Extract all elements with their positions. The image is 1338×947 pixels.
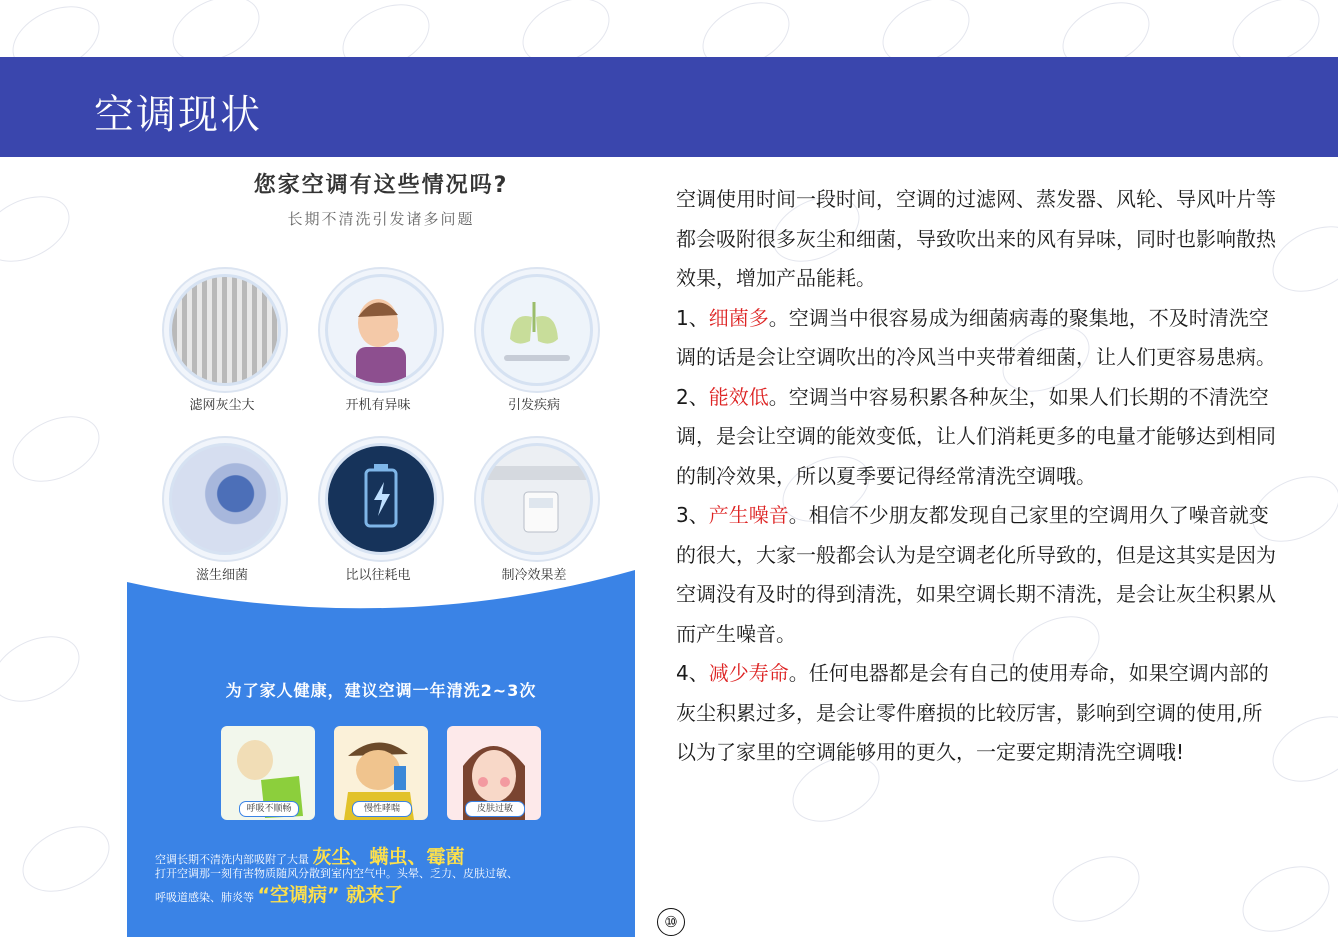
symptom-label-2: 慢性哮喘 bbox=[352, 801, 412, 817]
bad-smell-circle bbox=[325, 274, 437, 386]
person-illustration bbox=[328, 277, 434, 383]
problem-label-6: 制冷效果差 bbox=[501, 568, 567, 583]
panel-heading: 为了家人健康，建议空调一年清洗2~3次 bbox=[225, 681, 537, 700]
panel-line-3-prefix: 呼吸道感染、肺炎等 bbox=[155, 891, 254, 904]
point-text: 。空调当中很容易成为细菌病毒的聚集地，不及时清洗空调的话是会让空调吹出的冷风当中夹带着细菌，让人们更容易患病。 bbox=[676, 305, 1276, 369]
symptom-card-1 bbox=[221, 726, 315, 820]
problem-label-2: 开机有异味 bbox=[345, 398, 411, 413]
remote-control-illustration bbox=[484, 446, 590, 552]
filter-dust-circle bbox=[169, 274, 281, 386]
article-point-3 bbox=[676, 496, 1280, 654]
panel-line-2: 打开空调那一刻有害物质随风分散到室内空气中。头晕、乏力、皮肤过敏、 bbox=[155, 867, 518, 880]
panel-line-1-highlight: 灰尘、螨虫、霉菌 bbox=[312, 846, 465, 868]
point-text: 。相信不少朋友都发现自己家里的空调用久了噪音就变的很大，大家一般都会认为是空调老化所导致的，但是这其实是因为空调没有及时的得到清洗，如果空调长期不清洗，是会让灰尘积累从而产生噪音。 bbox=[676, 503, 1276, 646]
problem-label-3: 引发疾病 bbox=[507, 398, 560, 413]
problem-label-1: 滤网灰尘大 bbox=[189, 398, 255, 413]
poster-title: 您家空调有这些情况吗? bbox=[253, 173, 509, 198]
point-text: 。任何电器都是会有自己的使用寿命，如果空调内部的灰尘积累过多，是会让零件磨损的比较厉害，影响到空调的使用,所以为了家里的空调能够用的更久，一定要定期清洗空调哦! bbox=[676, 661, 1269, 764]
point-number: 2、 bbox=[676, 384, 709, 409]
section-header bbox=[0, 57, 1338, 157]
symptom-label-3: 皮肤过敏 bbox=[465, 801, 525, 817]
panel-line-3 bbox=[155, 880, 403, 907]
lungs-illustration bbox=[484, 277, 590, 383]
problem-label-4: 滋生细菌 bbox=[195, 568, 248, 583]
symptom-label-1: 呼吸不顺畅 bbox=[239, 801, 299, 817]
article-point-2 bbox=[676, 378, 1280, 497]
point-keyword: 能效低 bbox=[708, 384, 769, 409]
article-intro: 空调使用时间一段时间，空调的过滤网、蒸发器、风轮、导风叶片等都会吸附很多灰尘和细菌，导致吹出来的风有异味，同时也影响散热效果，增加产品能耗。 bbox=[676, 187, 1276, 290]
point-text: 。空调当中容易积累各种灰尘，如果人们长期的不清洗空调，是会让空调的能效变低，让人们消耗更多的电量才能够达到相同的制冷效果，所以夏季要记得经常清洗空调哦。 bbox=[676, 384, 1276, 488]
symptom-card-2 bbox=[334, 726, 428, 820]
cooling-effect-circle bbox=[481, 443, 593, 555]
article-point-4 bbox=[676, 654, 1280, 773]
bacteria-circle bbox=[169, 443, 281, 555]
point-keyword: 减少寿命 bbox=[708, 661, 789, 685]
point-number: 4、 bbox=[676, 661, 709, 685]
power-consumption-circle bbox=[325, 443, 437, 555]
panel-line-1-prefix: 空调长期不清洗内部吸附了大量 bbox=[155, 853, 309, 866]
point-number: 1、 bbox=[676, 305, 709, 330]
point-keyword: 产生噪音 bbox=[708, 503, 789, 527]
point-keyword: 细菌多 bbox=[708, 305, 769, 330]
symptom-card-3 bbox=[447, 726, 541, 820]
battery-icon bbox=[328, 446, 434, 552]
poster-image bbox=[127, 160, 635, 937]
poster-subtitle: 长期不清洗引发诸多问题 bbox=[287, 210, 475, 228]
disease-circle bbox=[481, 274, 593, 386]
page-number: ⑩ bbox=[657, 908, 685, 936]
problem-label-5: 比以往耗电 bbox=[345, 568, 411, 583]
panel-line-3-highlight: “空调病” 就来了 bbox=[257, 884, 404, 906]
section-title: 空调现状 bbox=[94, 92, 262, 138]
article-body bbox=[676, 180, 1280, 773]
point-number: 3、 bbox=[676, 503, 709, 527]
article-point-1 bbox=[676, 299, 1280, 378]
